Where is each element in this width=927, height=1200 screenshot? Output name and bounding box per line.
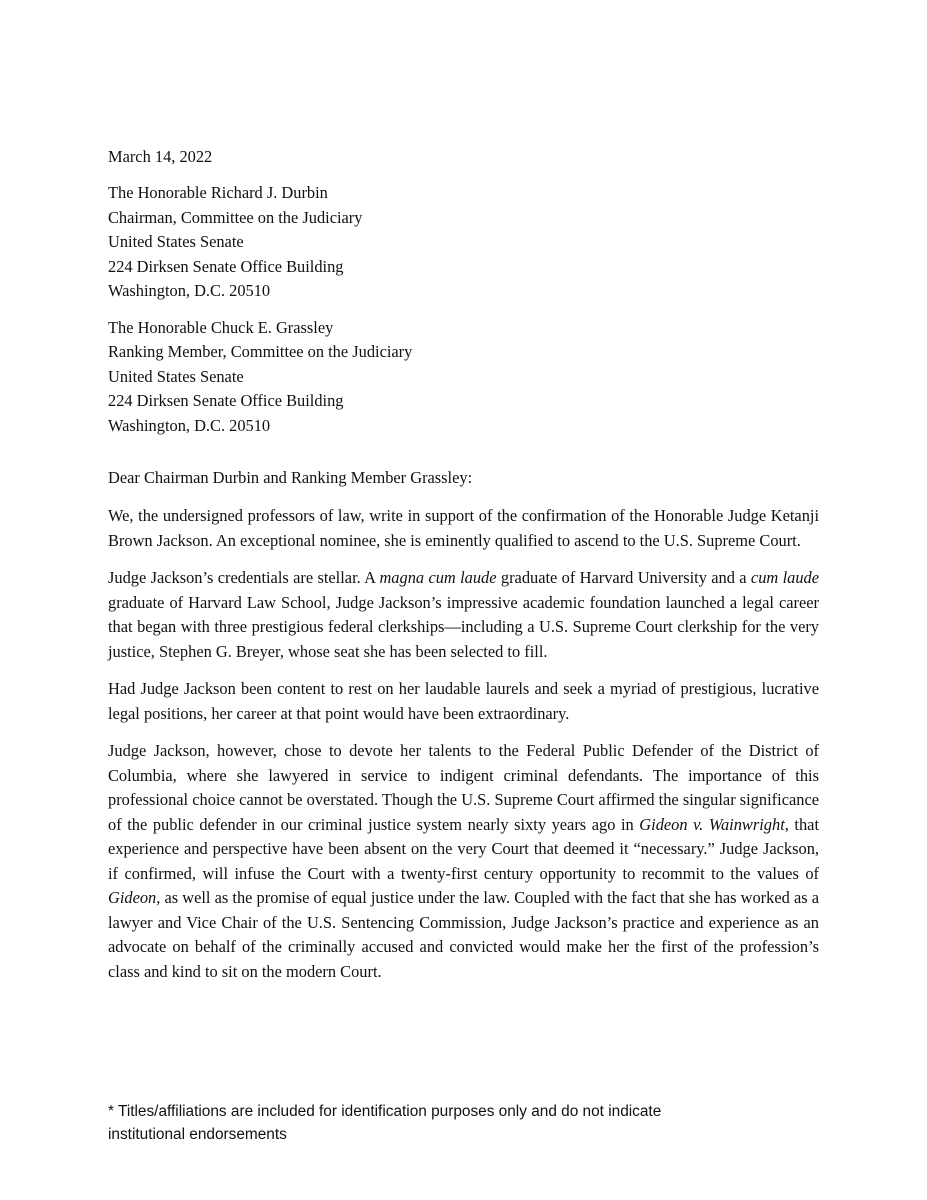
addressee-block-grassley	[108, 316, 819, 439]
paragraph-support: We, the undersigned professors of law, write in support of the confirmation of the Honorable Judge Ketanji Brown Jackson. An exceptional nominee, she is eminently qualified to ascend to the U.S. Supreme Court.	[108, 506, 819, 550]
footnote-line: institutional endorsements	[108, 1126, 287, 1143]
letter-page	[108, 145, 819, 997]
letter-date: March 14, 2022	[108, 147, 213, 166]
addressee-line: 224 Dirksen Senate Office Building	[108, 391, 344, 410]
addressee-line: Chairman, Committee on the Judiciary	[108, 207, 363, 227]
addressee-line: The Honorable Chuck E. Grassley	[108, 317, 334, 337]
footnote-line: * Titles/affiliations are included for identification purposes only and do not indicate	[108, 1103, 662, 1120]
addressee-line: United States Senate	[108, 232, 244, 251]
italic-run: Gideon,	[108, 888, 161, 907]
text-run: graduate of Harvard Law School, Judge Jackson’s impressive academic foundation launched a legal career that began with three prestigious federal clerkships—including a U.S. Supreme Court clerkship for the very justice, Stephen G. Breyer, whose seat she has been selected to fill.	[108, 592, 819, 661]
addressee-line: Washington, D.C. 20510	[108, 415, 271, 435]
text-run: Judge Jackson, however, chose to devote her talents to the Federal Public Defender of the District of Columbia, where she lawyered in service to indigent criminal defendants. The importance of this professional choice cannot be overstated. Though the U.S. Supreme Court affirmed the singular significance of the public defender in our criminal justice system nearly sixty years ago in	[108, 741, 819, 834]
italic-run: Gideon v. Wainwright	[639, 814, 785, 834]
addressee-line: 224 Dirksen Senate Office Building	[108, 256, 344, 276]
text-run: , that experience and perspective have been absent on the very Court that deemed it “necessary.” Judge Jackson, if confirmed, will infuse the Court with a twenty-first century opportunity to recommit to the values of	[108, 814, 819, 883]
paragraph-laurels: Had Judge Jackson been content to rest on her laudable laurels and seek a myriad of prestigious, lucrative legal positions, her career at that point would have been extraordinary.	[108, 679, 819, 723]
italic-run: magna cum laude	[379, 568, 497, 587]
addressee-line: Ranking Member, Committee on the Judiciary	[108, 342, 413, 361]
paragraph-credentials	[108, 566, 819, 664]
footnote	[108, 1100, 819, 1146]
paragraph-public-defender	[108, 739, 819, 984]
text-run: Judge Jackson’s credentials are stellar. A	[108, 568, 380, 587]
text-run: graduate of Harvard University and a	[496, 568, 751, 587]
salutation: Dear Chairman Durbin and Ranking Member Grassley:	[108, 468, 473, 487]
addressee-line: The Honorable Richard J. Durbin	[108, 183, 328, 202]
addressee-line: Washington, D.C. 20510	[108, 281, 271, 300]
italic-run: cum laude	[750, 568, 819, 587]
addressee-line: United States Senate	[108, 366, 244, 386]
text-run: as well as the promise of equal justice under the law. Coupled with the fact that she has worked as a lawyer and Vice Chair of the U.S. Sentencing Commission, Judge Jackson’s practice and experience as an advocate on behalf of the criminally accused and convicted would make her the first of the profession’s class and kind to sit on the modern Court.	[108, 888, 819, 981]
addressee-block-durbin	[108, 181, 819, 304]
